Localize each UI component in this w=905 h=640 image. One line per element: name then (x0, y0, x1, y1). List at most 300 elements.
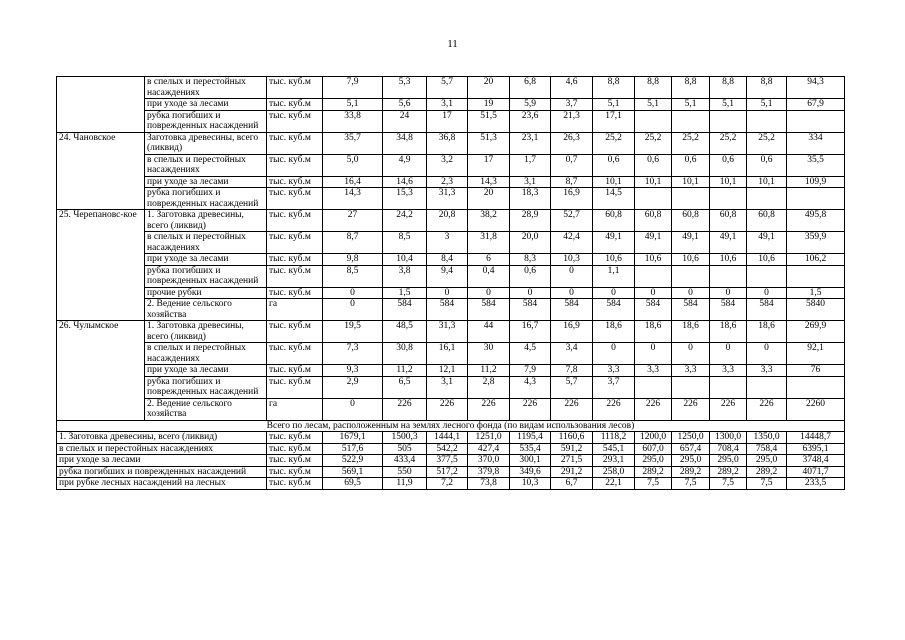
value-cell: 20 (468, 188, 510, 210)
value-cell: 60,8 (593, 210, 635, 232)
indicator-cell: 2. Ведение сельского хозяйства (145, 398, 267, 420)
value-cell: 542,2 (427, 443, 468, 455)
table-row (57, 376, 845, 398)
value-cell: 36,8 (427, 132, 468, 154)
value-cell: 8,4 (427, 254, 468, 266)
indicator-cell: в спелых и перестойных насаждениях (145, 232, 267, 254)
value-cell: 16,9 (551, 321, 593, 343)
value-cell: 3748,4 (787, 455, 845, 467)
unit-cell: тыс. куб.м (267, 466, 323, 478)
value-cell: 289,2 (672, 466, 710, 478)
value-cell: 1251,0 (468, 432, 510, 444)
value-cell: 495,8 (787, 210, 845, 232)
value-cell: 226 (468, 398, 510, 420)
value-cell: 584 (551, 299, 593, 321)
value-cell: 25,2 (710, 132, 747, 154)
value-cell (672, 376, 710, 398)
value-cell: 271,5 (551, 455, 593, 467)
value-cell: 334 (787, 132, 845, 154)
value-cell: 16,4 (323, 176, 383, 188)
value-cell: 584 (672, 299, 710, 321)
value-cell: 16,9 (551, 188, 593, 210)
value-cell: 7,9 (323, 77, 383, 99)
unit-cell: тыс. куб.м (267, 455, 323, 467)
value-cell: 60,8 (672, 210, 710, 232)
value-cell: 9,4 (427, 265, 468, 287)
value-cell: 3,7 (593, 376, 635, 398)
value-cell: 3,3 (747, 365, 787, 377)
value-cell: 545,1 (593, 443, 635, 455)
value-cell: 0 (593, 287, 635, 299)
value-cell: 584 (510, 299, 551, 321)
value-cell: 21,3 (551, 110, 593, 132)
value-cell: 31,3 (427, 321, 468, 343)
value-cell: 5,1 (323, 99, 383, 111)
value-cell: 10,1 (593, 176, 635, 188)
value-cell: 1,7 (510, 154, 551, 176)
value-cell: 7,5 (710, 478, 747, 490)
value-cell: 6,7 (551, 478, 593, 490)
value-cell: 27 (323, 210, 383, 232)
value-cell: 76 (787, 365, 845, 377)
value-cell: 73,8 (468, 478, 510, 490)
value-cell: 584 (710, 299, 747, 321)
value-cell: 226 (427, 398, 468, 420)
table-row (57, 210, 845, 232)
table-row (57, 365, 845, 377)
unit-cell: тыс. куб.м (267, 321, 323, 343)
indicator-cell: при уходе за лесами (145, 365, 267, 377)
value-cell: 0 (323, 398, 383, 420)
value-cell: 289,2 (710, 466, 747, 478)
indicator-cell: при рубке лесных насаждений на лесных (57, 478, 267, 490)
value-cell: 7,3 (323, 343, 383, 365)
value-cell: 226 (593, 398, 635, 420)
value-cell (787, 376, 845, 398)
unit-cell: тыс. куб.м (267, 432, 323, 444)
indicator-cell: прочие рубки (145, 287, 267, 299)
value-cell: 0,6 (510, 265, 551, 287)
value-cell: 20,8 (427, 210, 468, 232)
value-cell: 3,3 (710, 365, 747, 377)
value-cell: 48,5 (383, 321, 427, 343)
value-cell: 4,9 (383, 154, 427, 176)
indicator-cell: при уходе за лесами (145, 176, 267, 188)
indicator-cell: рубка погибших и поврежденных насаждений (145, 265, 267, 287)
value-cell: 0 (635, 343, 672, 365)
value-cell: 3,1 (427, 376, 468, 398)
value-cell: 1,5 (787, 287, 845, 299)
value-cell (635, 110, 672, 132)
value-cell: 10,3 (510, 478, 551, 490)
unit-cell: тыс. куб.м (267, 210, 323, 232)
value-cell: 517,2 (427, 466, 468, 478)
value-cell: 289,2 (635, 466, 672, 478)
value-cell (747, 188, 787, 210)
value-cell: 9,8 (323, 254, 383, 266)
unit-cell: га (267, 299, 323, 321)
value-cell: 370,0 (468, 455, 510, 467)
value-cell: 17,1 (593, 110, 635, 132)
table-row (57, 254, 845, 266)
value-cell: 5840 (787, 299, 845, 321)
value-cell: 42,4 (551, 232, 593, 254)
value-cell: 10,1 (635, 176, 672, 188)
value-cell: 1195,4 (510, 432, 551, 444)
value-cell: 5,7 (427, 77, 468, 99)
value-cell: 0 (551, 265, 593, 287)
value-cell: 49,1 (747, 232, 787, 254)
value-cell: 12,1 (427, 365, 468, 377)
value-cell: 8,8 (635, 77, 672, 99)
value-cell: 5,1 (593, 99, 635, 111)
value-cell: 69,5 (323, 478, 383, 490)
value-cell: 8,8 (672, 77, 710, 99)
value-cell: 14448,7 (787, 432, 845, 444)
table-row (57, 99, 845, 111)
value-cell: 18,6 (710, 321, 747, 343)
value-cell: 433,4 (383, 455, 427, 467)
value-cell: 2,9 (323, 376, 383, 398)
value-cell: 0 (747, 287, 787, 299)
value-cell: 14,5 (593, 188, 635, 210)
value-cell: 1,5 (383, 287, 427, 299)
value-cell: 0,6 (672, 154, 710, 176)
value-cell: 1350,0 (747, 432, 787, 444)
value-cell: 226 (635, 398, 672, 420)
value-cell: 8,8 (747, 77, 787, 99)
value-cell: 269,9 (787, 321, 845, 343)
indicator-cell: рубка погибших и поврежденных насаждений (145, 110, 267, 132)
indicator-cell: при уходе за лесами (145, 99, 267, 111)
value-cell: 5,1 (710, 99, 747, 111)
value-cell: 8,8 (710, 77, 747, 99)
value-cell: 23,6 (510, 110, 551, 132)
summary-header: Всего по лесам, расположенным на землях лесного фонда (по видам использования лесов) (57, 420, 845, 432)
value-cell: 0,6 (747, 154, 787, 176)
value-cell: 0 (593, 343, 635, 365)
value-cell: 0 (323, 287, 383, 299)
summary-row (57, 432, 845, 444)
value-cell: 3,3 (672, 365, 710, 377)
value-cell: 10,1 (672, 176, 710, 188)
value-cell: 584 (468, 299, 510, 321)
value-cell: 3,2 (427, 154, 468, 176)
value-cell: 8,7 (551, 176, 593, 188)
value-cell: 17 (468, 154, 510, 176)
value-cell: 1118,2 (593, 432, 635, 444)
value-cell: 19 (468, 99, 510, 111)
unit-cell: тыс. куб.м (267, 77, 323, 99)
unit-cell: тыс. куб.м (267, 343, 323, 365)
indicator-cell: Заготовка древесины, всего (ликвид) (145, 132, 267, 154)
value-cell: 1679,1 (323, 432, 383, 444)
table-row (57, 110, 845, 132)
value-cell: 19,5 (323, 321, 383, 343)
value-cell: 31,3 (427, 188, 468, 210)
value-cell: 377,5 (427, 455, 468, 467)
unit-cell: тыс. куб.м (267, 254, 323, 266)
value-cell: 0,6 (593, 154, 635, 176)
value-cell: 109,9 (787, 176, 845, 188)
value-cell: 5,7 (551, 376, 593, 398)
value-cell: 10,6 (593, 254, 635, 266)
table-row (57, 287, 845, 299)
indicator-cell: при уходе за лесами (145, 254, 267, 266)
forest-use-table (56, 76, 845, 490)
value-cell: 30 (468, 343, 510, 365)
value-cell: 9,3 (323, 365, 383, 377)
value-cell: 18,6 (593, 321, 635, 343)
table-row (57, 265, 845, 287)
value-cell: 584 (427, 299, 468, 321)
indicator-cell: при уходе за лесами (57, 455, 267, 467)
unit-cell: тыс. куб.м (267, 365, 323, 377)
value-cell: 5,6 (383, 99, 427, 111)
value-cell: 3,1 (427, 99, 468, 111)
value-cell: 49,1 (672, 232, 710, 254)
unit-cell: тыс. куб.м (267, 287, 323, 299)
value-cell: 6 (468, 254, 510, 266)
table-row (57, 77, 845, 99)
summary-row (57, 478, 845, 490)
value-cell (635, 188, 672, 210)
unit-cell: тыс. куб.м (267, 232, 323, 254)
value-cell: 379,8 (468, 466, 510, 478)
value-cell: 3,1 (510, 176, 551, 188)
value-cell: 226 (383, 398, 427, 420)
value-cell: 522,9 (323, 455, 383, 467)
value-cell: 300,1 (510, 455, 551, 467)
value-cell: 14,3 (468, 176, 510, 188)
value-cell: 67,9 (787, 99, 845, 111)
value-cell (787, 188, 845, 210)
unit-cell: тыс. куб.м (267, 110, 323, 132)
value-cell: 3,3 (593, 365, 635, 377)
value-cell: 6,5 (383, 376, 427, 398)
value-cell: 2260 (787, 398, 845, 420)
indicator-cell: в спелых и перестойных насаждениях (57, 443, 267, 455)
value-cell (672, 265, 710, 287)
value-cell: 1250,0 (672, 432, 710, 444)
value-cell: 10,6 (747, 254, 787, 266)
value-cell: 22,1 (593, 478, 635, 490)
value-cell: 3,7 (551, 99, 593, 111)
value-cell: 4,3 (510, 376, 551, 398)
value-cell (787, 110, 845, 132)
value-cell (635, 376, 672, 398)
value-cell (747, 110, 787, 132)
value-cell: 25,2 (672, 132, 710, 154)
value-cell (635, 265, 672, 287)
value-cell: 295,0 (672, 455, 710, 467)
value-cell: 28,9 (510, 210, 551, 232)
value-cell: 3 (427, 232, 468, 254)
unit-cell: тыс. куб.м (267, 376, 323, 398)
value-cell: 60,8 (747, 210, 787, 232)
value-cell: 233,5 (787, 478, 845, 490)
value-cell: 4071,7 (787, 466, 845, 478)
value-cell: 1200,0 (635, 432, 672, 444)
value-cell: 38,2 (468, 210, 510, 232)
page-number: 11 (447, 38, 458, 50)
indicator-cell: рубка погибших и поврежденных насаждений (57, 466, 267, 478)
value-cell: 18,6 (635, 321, 672, 343)
indicator-cell: 2. Ведение сельского хозяйства (145, 299, 267, 321)
district-cell: 25. Черепановс-кое (57, 210, 145, 321)
value-cell (710, 110, 747, 132)
value-cell: 1160,6 (551, 432, 593, 444)
indicator-cell: в спелых и перестойных насаждениях (145, 343, 267, 365)
value-cell: 60,8 (635, 210, 672, 232)
indicator-cell: 1. Заготовка древесины, всего (ликвид) (145, 321, 267, 343)
value-cell: 359,9 (787, 232, 845, 254)
value-cell: 35,7 (323, 132, 383, 154)
district-cell: 26. Чулымское (57, 321, 145, 421)
value-cell: 258,0 (593, 466, 635, 478)
value-cell: 10,1 (710, 176, 747, 188)
value-cell: 0 (710, 343, 747, 365)
unit-cell: тыс. куб.м (267, 176, 323, 188)
value-cell: 10,6 (672, 254, 710, 266)
value-cell: 0 (510, 287, 551, 299)
indicator-cell: в спелых и перестойных насаждениях (145, 77, 267, 99)
value-cell: 5,1 (672, 99, 710, 111)
value-cell: 505 (383, 443, 427, 455)
value-cell: 569,1 (323, 466, 383, 478)
unit-cell: тыс. куб.м (267, 132, 323, 154)
value-cell: 3,4 (551, 343, 593, 365)
value-cell: 14,6 (383, 176, 427, 188)
value-cell: 49,1 (710, 232, 747, 254)
value-cell: 0 (635, 287, 672, 299)
value-cell: 1444,1 (427, 432, 468, 444)
value-cell: 0,7 (551, 154, 593, 176)
value-cell: 10,4 (383, 254, 427, 266)
value-cell: 8,5 (323, 265, 383, 287)
value-cell: 5,1 (635, 99, 672, 111)
value-cell: 0 (672, 287, 710, 299)
value-cell: 758,4 (747, 443, 787, 455)
value-cell (672, 188, 710, 210)
value-cell: 289,2 (747, 466, 787, 478)
value-cell: 11,2 (468, 365, 510, 377)
value-cell: 11,2 (383, 365, 427, 377)
value-cell: 10,6 (635, 254, 672, 266)
value-cell: 24,2 (383, 210, 427, 232)
value-cell: 60,8 (710, 210, 747, 232)
unit-cell: тыс. куб.м (267, 478, 323, 490)
value-cell: 708,4 (710, 443, 747, 455)
value-cell: 226 (551, 398, 593, 420)
unit-cell: тыс. куб.м (267, 265, 323, 287)
value-cell: 4,6 (551, 77, 593, 99)
value-cell: 23,1 (510, 132, 551, 154)
value-cell: 1300,0 (710, 432, 747, 444)
value-cell: 34,8 (383, 132, 427, 154)
unit-cell: тыс. куб.м (267, 443, 323, 455)
value-cell: 7,2 (427, 478, 468, 490)
table-row (57, 299, 845, 321)
value-cell: 5,9 (510, 99, 551, 111)
value-cell: 5,1 (747, 99, 787, 111)
value-cell: 49,1 (593, 232, 635, 254)
value-cell: 25,2 (747, 132, 787, 154)
value-cell: 15,3 (383, 188, 427, 210)
value-cell (710, 376, 747, 398)
value-cell (672, 110, 710, 132)
indicator-cell: в спелых и перестойных насаждениях (145, 154, 267, 176)
value-cell: 6,8 (510, 77, 551, 99)
table-row (57, 154, 845, 176)
value-cell: 0 (672, 343, 710, 365)
table-row (57, 232, 845, 254)
value-cell: 51,3 (468, 132, 510, 154)
value-cell: 24 (383, 110, 427, 132)
value-cell: 293,1 (593, 455, 635, 467)
value-cell: 11,9 (383, 478, 427, 490)
value-cell: 535,4 (510, 443, 551, 455)
value-cell: 92,1 (787, 343, 845, 365)
value-cell: 584 (747, 299, 787, 321)
value-cell: 4,5 (510, 343, 551, 365)
indicator-cell: 1. Заготовка древесины, всего (ликвид) (57, 432, 267, 444)
value-cell: 7,9 (510, 365, 551, 377)
value-cell (710, 265, 747, 287)
value-cell: 8,7 (323, 232, 383, 254)
unit-cell: тыс. куб.м (267, 188, 323, 210)
value-cell: 14,3 (323, 188, 383, 210)
indicator-cell: 1. Заготовка древесины, всего (ликвид) (145, 210, 267, 232)
district-cell: 24. Чановское (57, 132, 145, 210)
indicator-cell: рубка погибших и поврежденных насаждений (145, 188, 267, 210)
value-cell: 0 (710, 287, 747, 299)
value-cell: 427,4 (468, 443, 510, 455)
value-cell: 3,3 (635, 365, 672, 377)
value-cell: 35,5 (787, 154, 845, 176)
value-cell: 10,6 (710, 254, 747, 266)
unit-cell: тыс. куб.м (267, 154, 323, 176)
value-cell: 0,6 (635, 154, 672, 176)
value-cell: 6395,1 (787, 443, 845, 455)
value-cell: 1,1 (593, 265, 635, 287)
value-cell: 20,0 (510, 232, 551, 254)
value-cell: 20 (468, 77, 510, 99)
value-cell: 25,2 (593, 132, 635, 154)
value-cell: 226 (672, 398, 710, 420)
table-row (57, 321, 845, 343)
value-cell: 8,3 (510, 254, 551, 266)
value-cell: 0 (323, 299, 383, 321)
value-cell: 33,8 (323, 110, 383, 132)
value-cell: 226 (747, 398, 787, 420)
table-row (57, 132, 845, 154)
value-cell (710, 188, 747, 210)
value-cell (747, 265, 787, 287)
value-cell: 295,0 (747, 455, 787, 467)
value-cell: 517,6 (323, 443, 383, 455)
value-cell: 584 (383, 299, 427, 321)
summary-header-row (57, 420, 845, 432)
value-cell: 49,1 (635, 232, 672, 254)
table-row (57, 188, 845, 210)
value-cell: 295,0 (710, 455, 747, 467)
value-cell: 18,6 (672, 321, 710, 343)
value-cell: 7,8 (551, 365, 593, 377)
value-cell: 3,8 (383, 265, 427, 287)
value-cell: 226 (510, 398, 551, 420)
value-cell: 94,3 (787, 77, 845, 99)
